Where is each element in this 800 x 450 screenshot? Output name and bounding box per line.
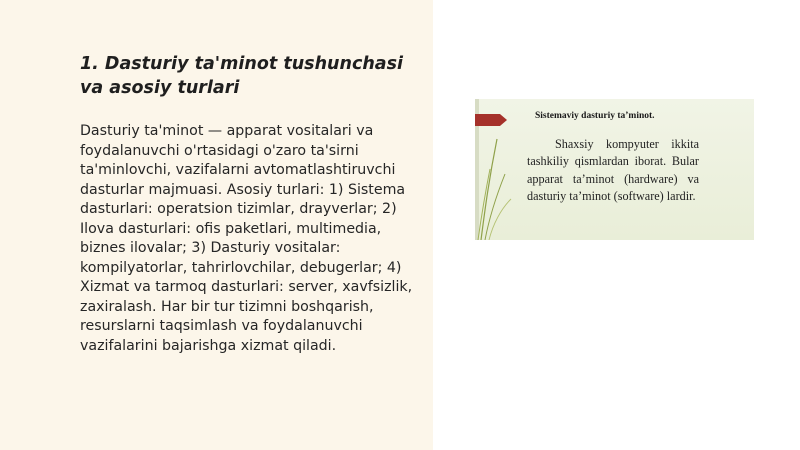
slide-image (475, 99, 754, 240)
slide-title: 1. Dasturiy ta'minot tushunchasi va asosiy turlari (80, 54, 403, 98)
image-heading: Sistemaviy dasturiy ta’minot. (535, 111, 655, 121)
slide-body-text: Dasturiy ta'minot — apparat vositalari va foydalanuvchi o'rtasidagi o'zaro ta'sirni ta'minlovchi, vazifalarni avtomatlashtiruvchi dasturlar majmuasi. Asosiy turlari: 1) Sistema dasturlari: operatsion tizimlar, drayverlar; 2) Ilova dasturlari: ofis paketlari, multimedia, biznes ilovalar; 3) Dasturiy vositalar: kompilyatorlar, tahrirlovchilar, debugerlar; 4) Xizmat va tarmoq dasturlari: server, xavfsizlik, zaxiralash. Har bir tur tizimni boshqarish, resurslarni taqsimlash va foydalanuvchi vazifalarini bajarishga xizmat qiladi. (80, 123, 413, 354)
image-paragraph: Shaxsiy kompyuter ikkita tashkiliy qismlardan iborat. Bular apparat ta’minot (hardware) va dasturiy ta’minot (software) lardir. (527, 137, 699, 203)
